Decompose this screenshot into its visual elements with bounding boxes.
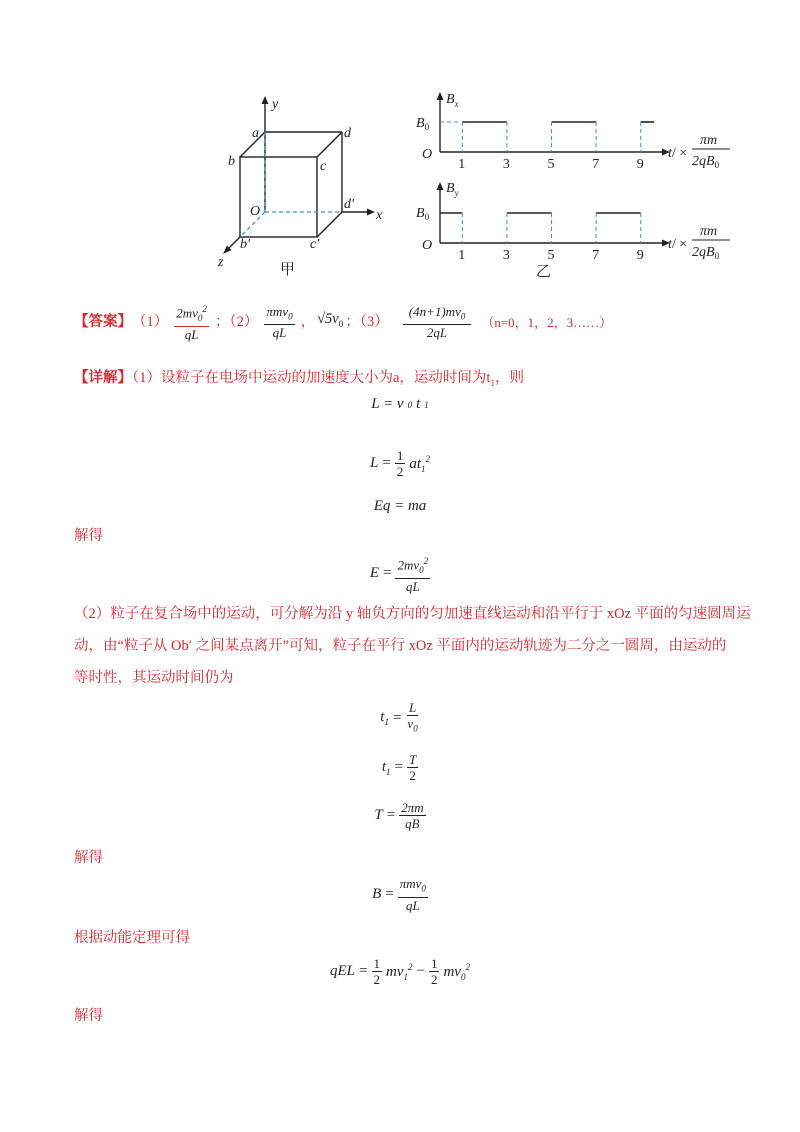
svg-text:πm: πm [700, 133, 718, 148]
by-plot [416, 181, 670, 263]
bx-plot [416, 92, 670, 172]
answer-p2b: ， [300, 313, 316, 330]
label-d: d [344, 126, 351, 141]
answer-condition: （n=0，1，2，3……） [481, 314, 613, 330]
detail-part2-line2: 动，由“粒子从 Ob′ 之间某点离开”可知，粒子在平行 xOz 平面内的运动轨迹为二分之一圆周，由运动的 [74, 638, 727, 654]
bx-tick-3: 3 [502, 157, 510, 172]
bx-level-sub: 0 [424, 122, 430, 132]
answer-3-frac: $\frac{(4n+1)mv_0}{2qL}$ [403, 304, 472, 341]
answer-2-frac: $\frac{\pi mv_0}{qL}$ [266, 303, 293, 341]
eq-T-2pim-qB: T = $\frac{2\pi m}{qB}$ [374, 800, 424, 831]
label-c: c [320, 159, 327, 174]
answer-line [74, 300, 612, 344]
bx-tick-9: 9 [636, 157, 644, 172]
label-cp: c′ [310, 237, 320, 252]
by-unit [668, 224, 730, 261]
detail-part2-line3: 等时性，其运动时间仍为 [74, 670, 234, 686]
caption-jia: 甲 [280, 262, 296, 278]
bx-tick-7: 7 [592, 157, 600, 172]
bx-ysub: x [454, 99, 459, 109]
by-level-sub: 0 [424, 212, 430, 222]
svg-text:2qB0: $2qB_0$ [692, 245, 720, 261]
label-z: z [218, 255, 224, 270]
answer-p2: ；（2） [214, 313, 259, 330]
label-dp: d′ [344, 197, 355, 212]
answer-sqrt5: $√5v_0$ [317, 311, 344, 329]
caption-yi: 乙 [536, 264, 552, 280]
label-bp: b′ [240, 237, 251, 252]
label-b: b [228, 154, 235, 169]
by-level: B [416, 206, 425, 221]
bx-tick-5: 5 [547, 157, 555, 172]
eq-B-result: B = $\frac{\pi mv_0}{qL}$ [372, 876, 426, 913]
answer-1-frac: $\frac{2mv_0^2}{qL}$ [176, 304, 207, 342]
answer-p1: （1） [132, 313, 169, 330]
answer-tag: 【答案】 [74, 313, 132, 330]
eq-Eq-ma: Eq = ma [373, 498, 427, 514]
svg-text:B0 [416, 206, 430, 222]
eq-t1-L-v0: $t_1$ = $\frac{L}{v_0}$ [380, 700, 418, 734]
svg-text:By [446, 181, 459, 198]
by-tick-3: 3 [502, 248, 510, 263]
by-tick-5: 5 [547, 248, 555, 263]
detail-jiede-1: 解得 [74, 528, 103, 544]
by-ysub: y [454, 188, 459, 198]
detail-intro-text: （1）设粒子在电场中运动的加速度大小为a，运动时间为t [132, 370, 491, 386]
by-tick-1: 1 [458, 248, 466, 263]
label-O: O [250, 204, 261, 219]
by-ylabel: B [446, 181, 455, 196]
svg-text:t/ ×: t/ × [668, 237, 688, 252]
detail-dongneng: 根据动能定理可得 [74, 930, 190, 946]
detail-part2-line1: （2）粒子在复合场中的运动，可分解为沿 y 轴负方向的匀加速直线运动和沿平行于 xOz 平面的匀速圆周运 [74, 606, 751, 622]
svg-text:B0 [416, 116, 430, 132]
svg-text:Bx [446, 92, 459, 109]
bx-tick-1: 1 [458, 157, 466, 172]
eq-L-half-at2: L = $\frac{1}{2}$ $at_1^2$ [370, 448, 430, 479]
eq-L-v0t1: L = v 0 t 1 [371, 396, 429, 412]
detail-jiede-2: 解得 [74, 850, 103, 866]
detail-intro: 【详解】（1）设粒子在电场中运动的加速度大小为a，运动时间为$t_1$，则 [74, 370, 524, 388]
svg-text:t/ ×: t/ × [668, 146, 688, 161]
figure-yi-waveforms [410, 88, 740, 288]
by-origin: O [422, 238, 433, 253]
eq-energy: qEL = $\frac{1}{2}$ $mv_1^2$ − $\frac{1}{2}$ $mv_0^2$ [330, 956, 470, 987]
eq-t1-T-2: $t_1$ = $\frac{T}{2}$ [381, 752, 417, 783]
detail-jiede-3: 解得 [74, 1008, 103, 1024]
detail-tag: 【详解】 [74, 370, 132, 386]
bx-origin: O [422, 147, 433, 162]
bx-ylabel: B [446, 92, 455, 107]
label-a: a [252, 126, 259, 141]
figure-jia-cube [210, 90, 410, 290]
svg-text:2qB0: $2qB_0$ [692, 154, 720, 170]
by-tick-9: 9 [636, 248, 644, 263]
label-x: x [376, 208, 383, 223]
label-y: y [272, 97, 279, 112]
bx-unit [668, 133, 730, 170]
eq-E-result: E = $\frac{2mv_0^2}{qL}$ [369, 556, 429, 594]
bx-level: B [416, 116, 425, 131]
by-tick-7: 7 [592, 248, 600, 263]
svg-text:πm: πm [700, 224, 718, 239]
answer-p3: ；（3） [345, 313, 389, 330]
